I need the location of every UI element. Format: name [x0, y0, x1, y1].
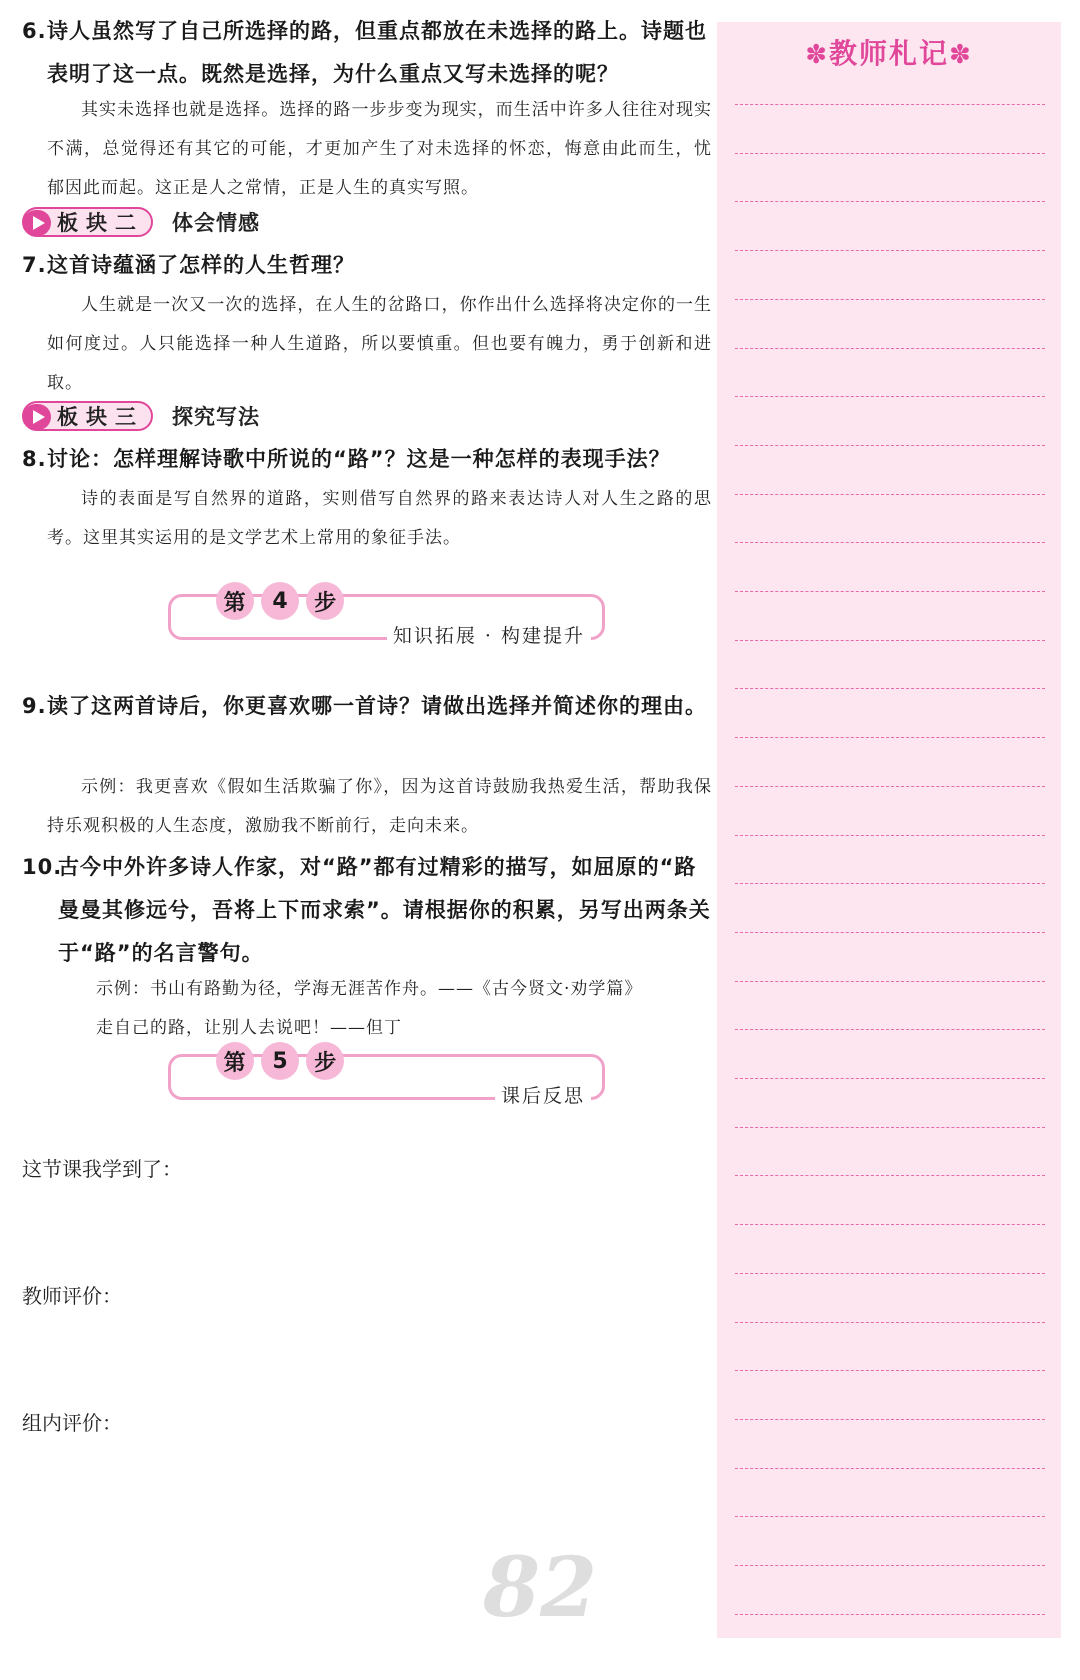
- note-line: [735, 1273, 1045, 1274]
- note-line: [735, 1419, 1045, 1420]
- section-label: 板块三: [57, 405, 144, 429]
- note-line: [735, 1516, 1045, 1517]
- step-subtitle: 课后反思: [495, 1082, 591, 1110]
- note-line: [735, 299, 1045, 300]
- question-10: [22, 846, 712, 975]
- question-text: 读了这两首诗后，你更喜欢哪一首诗？请做出选择并简述你的理由。: [47, 694, 707, 718]
- note-line: [735, 542, 1045, 543]
- note-line: [735, 348, 1045, 349]
- note-line: [735, 1322, 1045, 1323]
- section-block-3: [22, 399, 260, 433]
- note-line: [735, 786, 1045, 787]
- note-line: [735, 1565, 1045, 1566]
- question-text: 讨论：怎样理解诗歌中所说的“路”？这是一种怎样的表现手法？: [47, 447, 671, 471]
- step-4-banner: [168, 580, 605, 650]
- flower-icon: ✽: [805, 40, 829, 70]
- step-badge-char: 5: [261, 1042, 299, 1080]
- note-line: [735, 1029, 1045, 1030]
- section-pill: [22, 207, 153, 237]
- note-line: [735, 737, 1045, 738]
- section-pill: [22, 401, 153, 431]
- question-text: 这首诗蕴涵了怎样的人生哲理？: [47, 253, 355, 277]
- note-line: [735, 1468, 1045, 1469]
- note-line: [735, 396, 1045, 397]
- step-5-banner: [168, 1040, 605, 1110]
- section-title: 体会情感: [172, 211, 260, 235]
- question-9: [22, 685, 712, 728]
- step-badge-char: 4: [261, 582, 299, 620]
- note-line: [735, 883, 1045, 884]
- step-badge-char: 步: [306, 1042, 344, 1080]
- teacher-notes-title-text: 教师札记: [828, 37, 949, 70]
- note-line: [735, 1175, 1045, 1176]
- teacher-evaluation-label: 教师评价：: [22, 1284, 122, 1308]
- step-badge-char: 第: [216, 1042, 254, 1080]
- section-label: 板块二: [57, 211, 144, 235]
- note-line: [735, 494, 1045, 495]
- note-line: [735, 1370, 1045, 1371]
- question-8: [22, 438, 712, 481]
- step-badge: [212, 1040, 348, 1082]
- note-line: [735, 932, 1045, 933]
- step-badge: [212, 580, 348, 622]
- teacher-notes-title: [717, 32, 1061, 72]
- group-evaluation-label: 组内评价：: [22, 1411, 122, 1435]
- question-number: 10.: [22, 855, 63, 879]
- note-line: [735, 1127, 1045, 1128]
- question-number: 6.: [22, 19, 47, 43]
- section-title: 探究写法: [172, 405, 260, 429]
- step-subtitle: 知识拓展 · 构建提升: [387, 622, 591, 650]
- note-line: [735, 1078, 1045, 1079]
- note-line: [735, 153, 1045, 154]
- answer-10-line-2: 走自己的路，让别人去说吧！——但丁: [96, 1018, 402, 1038]
- note-line: [735, 201, 1045, 202]
- teacher-notes-panel: [717, 22, 1061, 1638]
- note-line: [735, 104, 1045, 105]
- question-number: 7.: [22, 253, 47, 277]
- note-line: [735, 835, 1045, 836]
- question-text: 诗人虽然写了自己所选择的路，但重点都放在未选择的路上。诗题也表明了这一点。既然是选择，为什么重点又写未选择的呢？: [47, 19, 707, 86]
- note-line: [735, 688, 1045, 689]
- answer-10-line-1: 示例：书山有路勤为径，学海无涯苦作舟。——《古今贤文·劝学篇》: [96, 979, 643, 999]
- question-number: 8.: [22, 447, 47, 471]
- step-badge-char: 步: [306, 582, 344, 620]
- reflection-learned-label: 这节课我学到了：: [22, 1157, 182, 1181]
- note-line: [735, 445, 1045, 446]
- answer-9: 示例：我更喜欢《假如生活欺骗了你》，因为这首诗鼓励我热爱生活，帮助我保持乐观积极的人生态度，激励我不断前行，走向未来。: [47, 777, 712, 836]
- note-line: [735, 250, 1045, 251]
- note-line: [735, 591, 1045, 592]
- answer-8: 诗的表面是写自然界的道路，实则借写自然界的路来表达诗人对人生之路的思考。这里其实运用的是文学艺术上常用的象征手法。: [47, 489, 712, 548]
- question-6: [22, 10, 712, 96]
- flower-icon: ✽: [949, 40, 973, 70]
- note-line: [735, 640, 1045, 641]
- question-number: 9.: [22, 694, 47, 718]
- question-text: 古今中外许多诗人作家，对“路”都有过精彩的描写，如屈原的“路曼曼其修远兮，吾将上下而求索”。请根据你的积累，另写出两条关于“路”的名言警句。: [58, 855, 711, 965]
- answer-6: 其实未选择也就是选择。选择的路一步步变为现实，而生活中许多人往往对现实不满，总觉得还有其它的可能，才更加产生了对未选择的怀恋，悔意由此而生，忧郁因此而起。这正是人之常情，正是人生的真实写照。: [47, 100, 712, 198]
- answer-7: 人生就是一次又一次的选择，在人生的岔路口，你作出什么选择将决定你的一生如何度过。人只能选择一种人生道路，所以要慎重。但也要有魄力，勇于创新和进取。: [47, 295, 712, 393]
- question-7: [22, 244, 712, 287]
- step-badge-char: 第: [216, 582, 254, 620]
- page-number: 82: [482, 1540, 598, 1636]
- play-arrow-icon: [23, 404, 51, 430]
- play-arrow-icon: [23, 210, 51, 236]
- note-line: [735, 1224, 1045, 1225]
- note-line: [735, 1614, 1045, 1615]
- section-block-2: [22, 205, 260, 239]
- note-line: [735, 981, 1045, 982]
